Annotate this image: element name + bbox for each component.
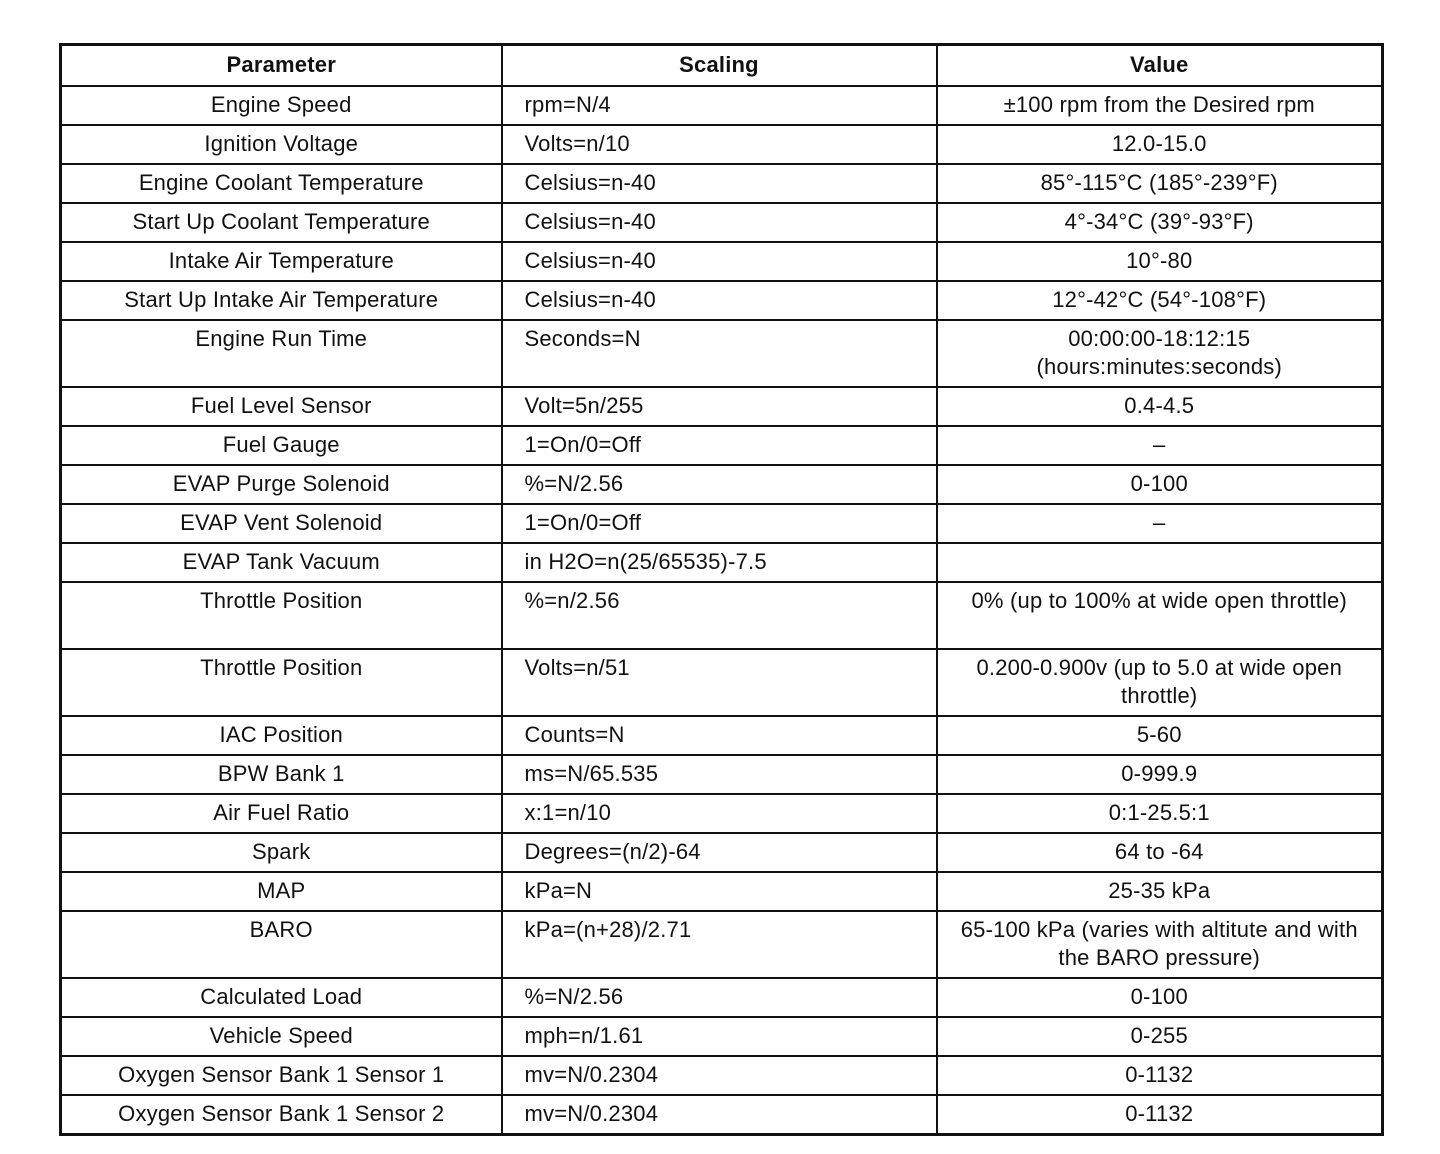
parameter-cell: Throttle Position [61, 582, 502, 649]
scaling-cell: Celsius=n-40 [502, 203, 937, 242]
value-cell: 65-100 kPa (varies with altitute and with the BARO pressure) [937, 911, 1383, 978]
scaling-cell: Celsius=n-40 [502, 281, 937, 320]
scaling-cell: Volts=n/51 [502, 649, 937, 716]
table-row [61, 911, 1383, 978]
table-row [61, 755, 1383, 794]
value-cell: 4°-34°C (39°-93°F) [937, 203, 1383, 242]
parameter-cell: Oxygen Sensor Bank 1 Sensor 2 [61, 1095, 502, 1135]
table-row [61, 1056, 1383, 1095]
scaling-cell: in H2O=n(25/65535)-7.5 [502, 543, 937, 582]
table-row [61, 582, 1383, 649]
value-cell: 0-1132 [937, 1095, 1383, 1135]
value-cell: ±100 rpm from the Desired rpm [937, 86, 1383, 125]
parameter-cell: Start Up Intake Air Temperature [61, 281, 502, 320]
parameter-cell: Ignition Voltage [61, 125, 502, 164]
scaling-cell: Volts=n/10 [502, 125, 937, 164]
parameter-cell: Calculated Load [61, 978, 502, 1017]
parameter-cell: EVAP Tank Vacuum [61, 543, 502, 582]
value-cell: 0% (up to 100% at wide open throttle) [937, 582, 1383, 649]
scaling-cell: ms=N/65.535 [502, 755, 937, 794]
value-cell: 0:1-25.5:1 [937, 794, 1383, 833]
value-cell [937, 543, 1383, 582]
scaling-cell: %=N/2.56 [502, 465, 937, 504]
parameter-cell: EVAP Purge Solenoid [61, 465, 502, 504]
value-cell: 0-255 [937, 1017, 1383, 1056]
scaling-cell: Celsius=n-40 [502, 164, 937, 203]
value-cell: 25-35 kPa [937, 872, 1383, 911]
scaling-cell: Degrees=(n/2)-64 [502, 833, 937, 872]
table-row [61, 872, 1383, 911]
table-row [61, 125, 1383, 164]
scaling-cell: 1=On/0=Off [502, 504, 937, 543]
scan-data-table [59, 43, 1384, 1136]
value-cell: 64 to -64 [937, 833, 1383, 872]
table-row [61, 203, 1383, 242]
scaling-cell: %=N/2.56 [502, 978, 937, 1017]
scaling-cell: kPa=N [502, 872, 937, 911]
value-cell: 00:00:00-18:12:15 (hours:minutes:seconds) [937, 320, 1383, 387]
value-cell: – [937, 426, 1383, 465]
scaling-cell: Seconds=N [502, 320, 937, 387]
parameter-cell: Start Up Coolant Temperature [61, 203, 502, 242]
scaling-cell: 1=On/0=Off [502, 426, 937, 465]
scaling-cell: Counts=N [502, 716, 937, 755]
header-scaling: Scaling [502, 45, 937, 87]
parameter-cell: Engine Speed [61, 86, 502, 125]
table-row [61, 387, 1383, 426]
scaling-cell: %=n/2.56 [502, 582, 937, 649]
table-row [61, 426, 1383, 465]
parameter-cell: Engine Coolant Temperature [61, 164, 502, 203]
table-row [61, 543, 1383, 582]
value-cell: 12.0-15.0 [937, 125, 1383, 164]
table-header-row [61, 45, 1383, 87]
parameter-cell: Fuel Gauge [61, 426, 502, 465]
value-cell: 10°-80 [937, 242, 1383, 281]
value-cell: 0.4-4.5 [937, 387, 1383, 426]
parameter-cell: Vehicle Speed [61, 1017, 502, 1056]
value-cell: 5-60 [937, 716, 1383, 755]
table-row [61, 794, 1383, 833]
parameter-cell: BPW Bank 1 [61, 755, 502, 794]
parameter-cell: Spark [61, 833, 502, 872]
scaling-cell: rpm=N/4 [502, 86, 937, 125]
scaling-cell: x:1=n/10 [502, 794, 937, 833]
table-row [61, 164, 1383, 203]
parameter-cell: IAC Position [61, 716, 502, 755]
parameter-cell: Fuel Level Sensor [61, 387, 502, 426]
table-row [61, 281, 1383, 320]
table-row [61, 716, 1383, 755]
scaling-cell: kPa=(n+28)/2.71 [502, 911, 937, 978]
value-cell: – [937, 504, 1383, 543]
table-row [61, 504, 1383, 543]
table-row [61, 649, 1383, 716]
scan-data-table-container [59, 43, 1381, 1136]
table-row [61, 320, 1383, 387]
header-parameter: Parameter [61, 45, 502, 87]
scaling-cell: Volt=5n/255 [502, 387, 937, 426]
parameter-cell: Air Fuel Ratio [61, 794, 502, 833]
scaling-cell: mv=N/0.2304 [502, 1095, 937, 1135]
value-cell: 12°-42°C (54°-108°F) [937, 281, 1383, 320]
table-row [61, 1095, 1383, 1135]
parameter-cell: Oxygen Sensor Bank 1 Sensor 1 [61, 1056, 502, 1095]
parameter-cell: Intake Air Temperature [61, 242, 502, 281]
header-value: Value [937, 45, 1383, 87]
scaling-cell: mv=N/0.2304 [502, 1056, 937, 1095]
parameter-cell: EVAP Vent Solenoid [61, 504, 502, 543]
value-cell: 85°-115°C (185°-239°F) [937, 164, 1383, 203]
table-row [61, 833, 1383, 872]
value-cell: 0-100 [937, 978, 1383, 1017]
value-cell: 0-1132 [937, 1056, 1383, 1095]
table-row [61, 86, 1383, 125]
table-row [61, 1017, 1383, 1056]
table-row [61, 465, 1383, 504]
scaling-cell: mph=n/1.61 [502, 1017, 937, 1056]
scaling-cell: Celsius=n-40 [502, 242, 937, 281]
value-cell: 0-100 [937, 465, 1383, 504]
parameter-cell: Engine Run Time [61, 320, 502, 387]
table-row [61, 978, 1383, 1017]
value-cell: 0-999.9 [937, 755, 1383, 794]
value-cell: 0.200-0.900v (up to 5.0 at wide open throttle) [937, 649, 1383, 716]
table-row [61, 242, 1383, 281]
parameter-cell: MAP [61, 872, 502, 911]
parameter-cell: Throttle Position [61, 649, 502, 716]
parameter-cell: BARO [61, 911, 502, 978]
